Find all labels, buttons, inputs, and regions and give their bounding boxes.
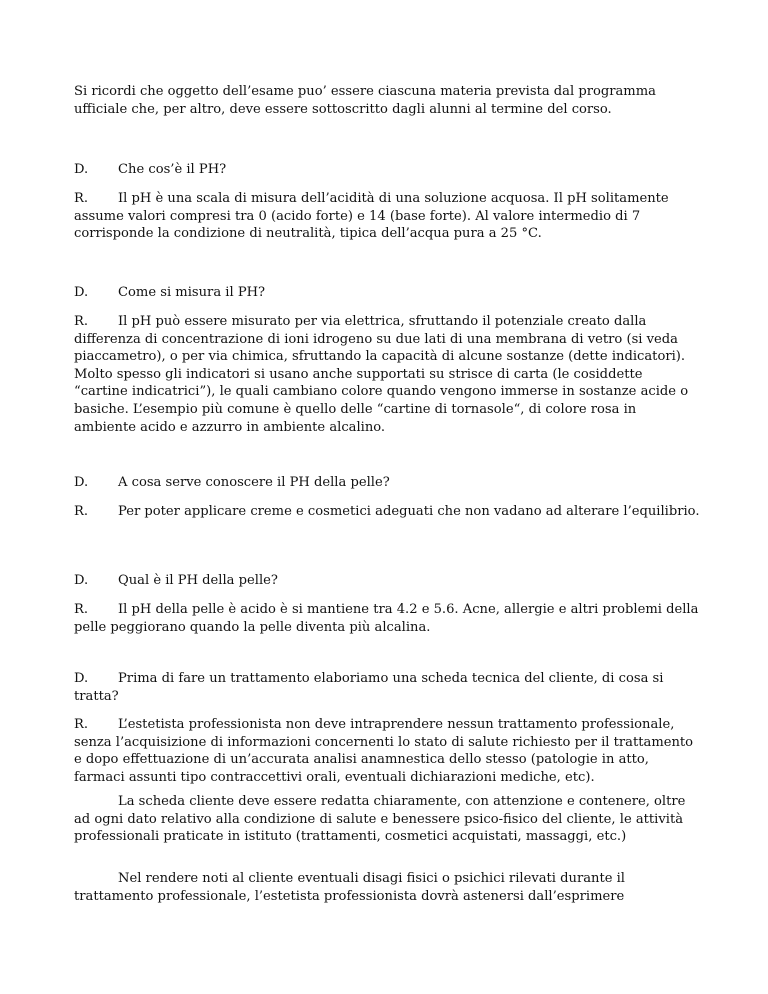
answer-text: Il pH della pelle è acido è si mantiene tra 4.2 e 5.6. Acne, allergie e altri problemi della pelle peggiorano quando la pelle diventa più alcalina. — [74, 602, 699, 635]
body-paragraph-1 — [74, 793, 700, 846]
answer-3 — [74, 503, 700, 521]
question-4 — [74, 572, 700, 590]
question-label: D. — [74, 475, 89, 490]
paragraph-text: Nel rendere noti al cliente eventuali disagi fisici o psichici rilevati durante il trattamento professionale, l’estetista professionista dovrà astenersi dall’esprimere — [74, 871, 625, 904]
question-text: Qual è il PH della pelle? — [118, 573, 278, 588]
paragraph-text: La scheda cliente deve essere redatta chiaramente, con attenzione e contenere, oltre ad ogni dato relativo alla condizione di salute e benessere psico-fisico del cliente, le attività professionali praticate in istituto (trattamenti, cosmetici acquistati, massaggi, etc.) — [74, 794, 686, 845]
body-paragraph-2 — [74, 870, 700, 905]
answer-label: R. — [74, 717, 89, 732]
answer-text: L’estetista professionista non deve intraprendere nessun trattamento professionale, senza l’acquisizione di informazioni concernenti lo stato di salute richiesto per il trattamento e dopo effettuazione di un’accurata analisi anamnestica dello stesso (patologie in atto, farmaci assunti tipo contraccettivi orali, eventuali dichiarazioni mediche, etc). — [74, 717, 694, 785]
answer-label: R. — [74, 602, 89, 617]
intro-paragraph: Si ricordi che oggetto dell’esame puo’ essere ciascuna materia prevista dal programma ufficiale che, per altro, deve essere sottoscritto dagli alunni al termine del corso. — [74, 84, 656, 117]
answer-text: Il pH può essere misurato per via elettrica, sfruttando il potenziale creato dalla differenza di concentrazione di ioni idrogeno su due lati di una membrana di vetro (si veda piaccametro), o per via chimica, sfruttando la capacità di alcune sostanze (dette indicatori). Molto spesso gli indicatori si usano anche supportati su strisce di carta (le cosiddette “cartine indicatrici”), le quali cambiano colore quando vengono immerse in sostanze acide o basiche. L’esempio più comune è quello delle “cartine di tornasole“, di colore rosa in ambiente acido e azzurro in ambiente alcalino. — [74, 314, 689, 435]
question-text: Che cos’è il PH? — [118, 162, 227, 177]
question-3 — [74, 474, 700, 492]
question-2 — [74, 284, 700, 302]
question-text: Prima di fare un trattamento elaboriamo una scheda tecnica del cliente, di cosa si tratta? — [74, 671, 664, 704]
answer-1 — [74, 190, 700, 243]
answer-text: Il pH è una scala di misura dell’acidità di una soluzione acquosa. Il pH solitamente assume valori compresi tra 0 (acido forte) e 14 (base forte). Al valore intermedio di 7 corrisponde la condizione di neutralità, tipica dell’acqua pura a 25 °C. — [74, 191, 669, 242]
question-label: D. — [74, 162, 89, 177]
question-text: Come si misura il PH? — [118, 285, 266, 300]
question-label: D. — [74, 285, 89, 300]
question-label: D. — [74, 573, 89, 588]
question-text: A cosa serve conoscere il PH della pelle? — [118, 475, 390, 490]
question-1 — [74, 161, 700, 179]
question-5 — [74, 670, 700, 705]
answer-label: R. — [74, 504, 89, 519]
answer-5 — [74, 716, 700, 786]
answer-2 — [74, 313, 700, 436]
question-label: D. — [74, 671, 89, 686]
answer-label: R. — [74, 314, 89, 329]
answer-label: R. — [74, 191, 89, 206]
answer-text: Per poter applicare creme e cosmetici adeguati che non vadano ad alterare l’equilibrio. — [118, 504, 700, 519]
answer-4 — [74, 601, 700, 636]
